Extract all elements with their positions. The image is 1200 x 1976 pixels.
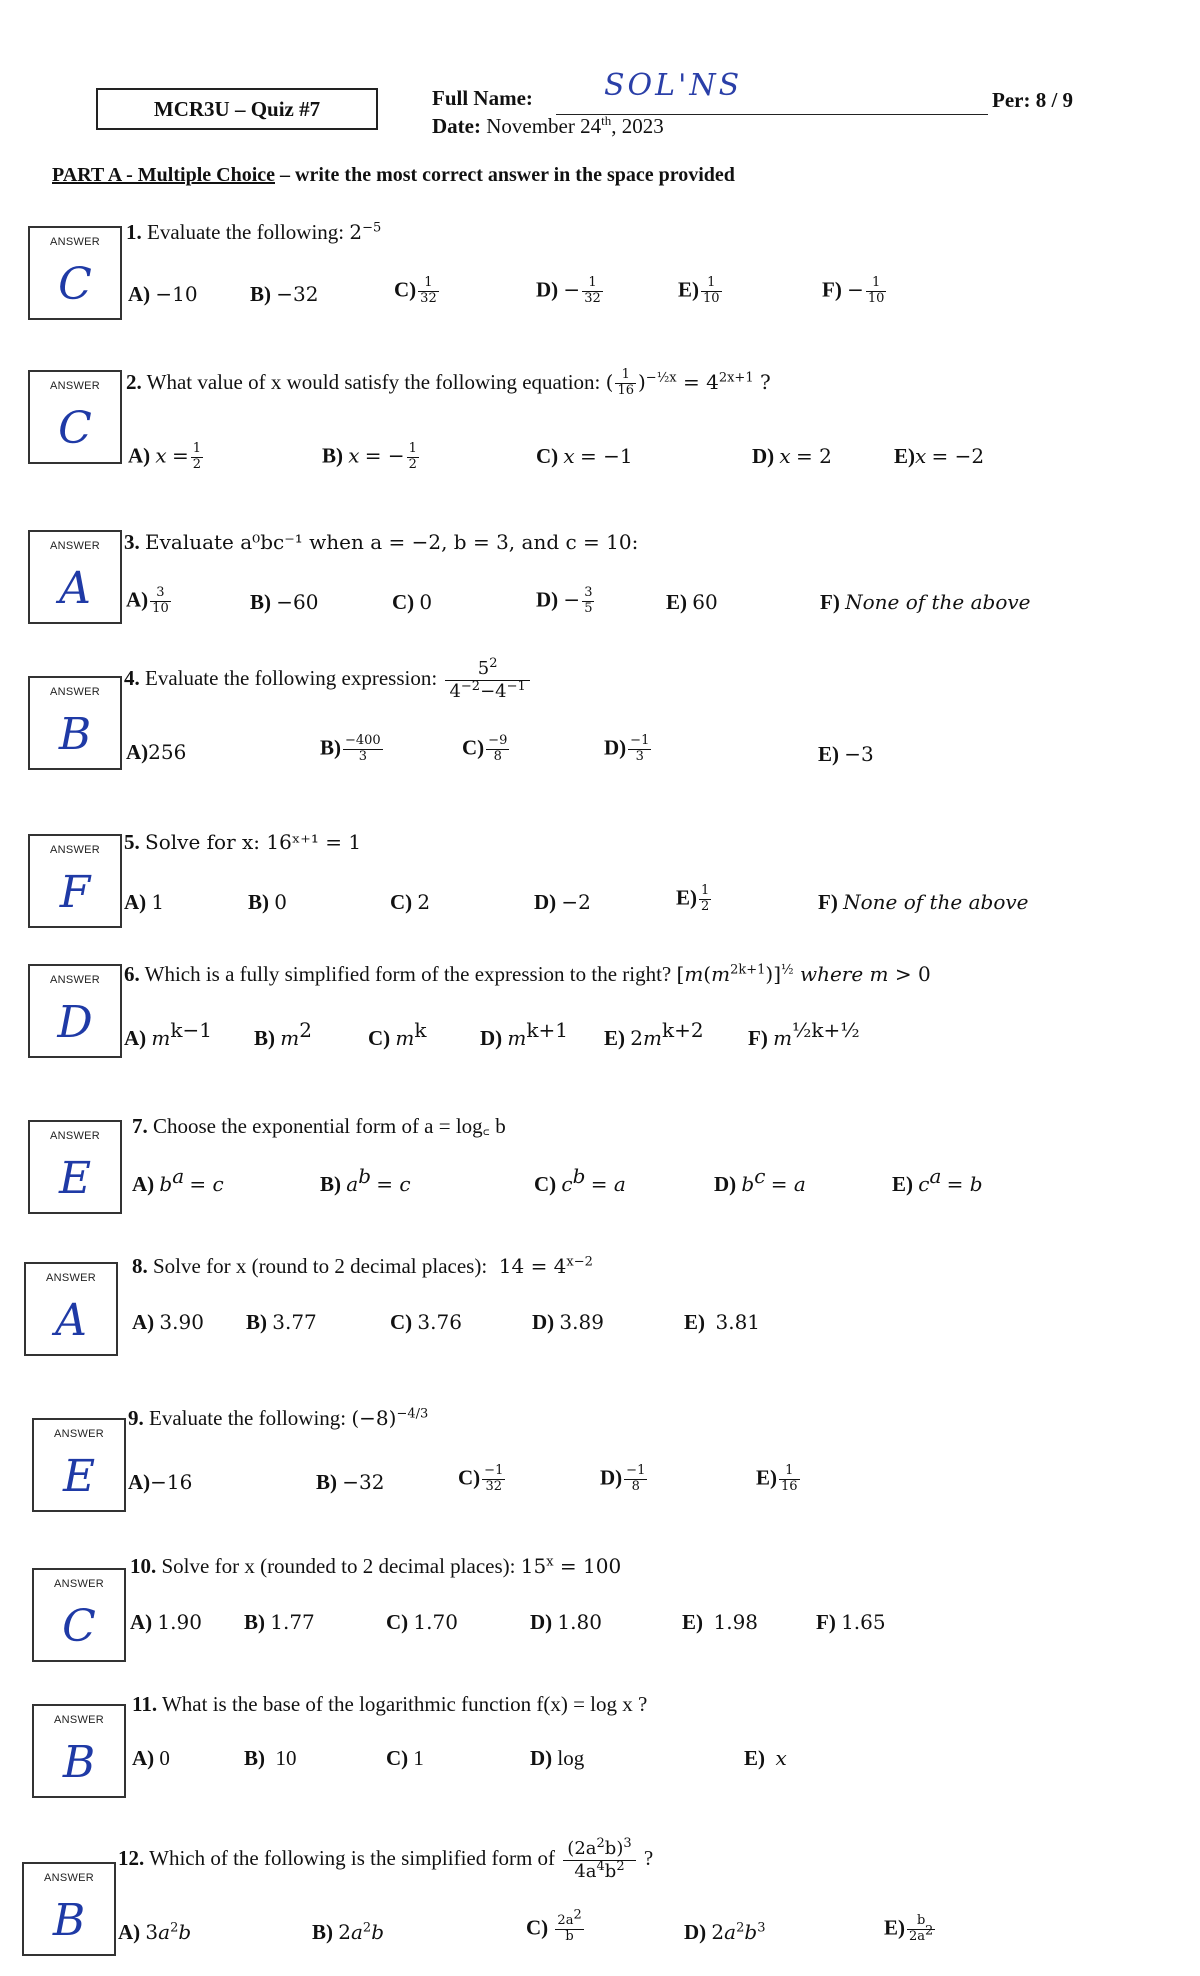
q2-option-d[interactable]: D) x = 2 (752, 444, 832, 468)
answer-value-q8: A (55, 1295, 87, 1346)
q8-option-b[interactable]: B) 3.77 (246, 1310, 317, 1334)
question-4 (124, 658, 533, 702)
q6-option-f[interactable]: F) $m^{\frac{1}{2}k+\frac{1}{2}}$ (748, 1018, 860, 1050)
question-7 (132, 1112, 506, 1140)
quiz-title-box (96, 88, 378, 130)
q3-option-b[interactable]: B) −60 (250, 590, 319, 614)
answer-box-q3[interactable] (28, 530, 122, 624)
answer-box-q10[interactable] (32, 1568, 126, 1662)
q6-option-b[interactable]: B) $m^2$ (254, 1018, 312, 1050)
quiz-title: MCR3U – Quiz #7 (153, 96, 321, 121)
period-row (992, 88, 1073, 113)
question-10 (130, 1554, 621, 1579)
q1-option-f[interactable]: F) − $\frac{1}{10}$ (822, 275, 885, 306)
answer-value-q1: C (58, 259, 92, 310)
q11-option-a[interactable]: A) 0 (132, 1746, 170, 1770)
q8-option-e[interactable]: E) 3.81 (684, 1310, 761, 1334)
q10-option-f[interactable]: F) 1.65 (816, 1610, 886, 1634)
q10-option-a[interactable]: A) 1.90 (130, 1610, 202, 1634)
q9-option-d[interactable]: D) $\frac{-1}{8}$ (600, 1463, 646, 1494)
q3-option-c[interactable]: C) 0 (392, 590, 433, 614)
q7-option-d[interactable]: D) $b^c = a$ (714, 1164, 806, 1196)
answer-value-q2: C (58, 403, 92, 454)
q7-option-e[interactable]: E) $c^a = b$ (892, 1164, 983, 1196)
q12-option-b[interactable]: B) $2a^2b$ (312, 1920, 385, 1944)
question-number: 11. (132, 1692, 158, 1716)
q3-option-e[interactable]: E) 60 (666, 590, 718, 614)
full-name-value[interactable]: SOL'NS (604, 68, 743, 103)
q7-option-b[interactable]: B) $a^b = c$ (320, 1164, 411, 1196)
answer-box-q4[interactable] (28, 676, 122, 770)
q5-option-d[interactable]: D) −2 (534, 890, 591, 914)
q1-option-a[interactable]: A) −10 (128, 282, 198, 306)
question-prompt: Solve for x: 16ˣ⁺¹ = 1 (145, 830, 362, 854)
answer-value-q6: D (57, 997, 93, 1048)
period-value: 8 / 9 (1035, 88, 1074, 112)
question-prompt: What is the base of the logarithmic function f(x) = log x ? (161, 1692, 648, 1716)
q5-option-e[interactable]: E) $\frac{1}{2}$ (676, 883, 710, 914)
answer-label: ANSWER (49, 540, 101, 552)
q5-option-f[interactable]: F) None of the above (818, 890, 1029, 914)
question-number: 1. (126, 220, 142, 244)
q5-option-c[interactable]: C) 2 (390, 890, 431, 914)
q12-option-a[interactable]: A) $3a^2b$ (118, 1920, 192, 1944)
question-9 (128, 1406, 428, 1431)
q4-option-d[interactable]: D) $\frac{-1}{3}$ (604, 733, 650, 764)
question-1 (126, 220, 381, 245)
q2-option-c[interactable]: C) x = −1 (536, 444, 633, 468)
q8-option-c[interactable]: C) 3.76 (390, 1310, 462, 1334)
answer-label: ANSWER (49, 686, 101, 698)
answer-label: ANSWER (49, 380, 101, 392)
question-10-expression: $15^x = 100$ (520, 1554, 622, 1578)
q3-option-d[interactable]: D) − $\frac{3}{5}$ (536, 585, 593, 616)
q8-option-d[interactable]: D) 3.89 (532, 1310, 604, 1334)
answer-box-q9[interactable] (32, 1418, 126, 1512)
answer-label: ANSWER (49, 236, 101, 248)
q11-option-d[interactable]: D) log (530, 1746, 585, 1770)
q6-option-a[interactable]: A) $m^{k-1}$ (124, 1018, 212, 1050)
period-label: Per: (992, 88, 1031, 112)
q11-option-e[interactable]: E) x (744, 1746, 787, 1770)
date-row (432, 114, 664, 139)
part-a-title: PART A - Multiple Choice (52, 164, 275, 186)
q1-option-e[interactable]: E) $\frac{1}{10}$ (678, 275, 720, 306)
answer-box-q8[interactable] (24, 1262, 118, 1356)
answer-value-q7: E (58, 1153, 92, 1204)
q12-option-d[interactable]: D) $2a^2b^3$ (684, 1920, 766, 1944)
q9-option-c[interactable]: C) $\frac{-1}{32}$ (458, 1463, 504, 1494)
question-prompt: Evaluate the following: (147, 220, 345, 244)
question-4-expression: $\frac{5^2}{4^{-2}-4^{-1}}$ (445, 658, 529, 702)
question-number: 12. (118, 1845, 145, 1870)
q5-option-b[interactable]: B) 0 (248, 890, 287, 914)
question-2 (126, 368, 771, 399)
answer-box-q7[interactable] (28, 1120, 122, 1214)
q9-option-e[interactable]: E) $\frac{1}{16}$ (756, 1463, 798, 1494)
q3-option-f[interactable]: F) None of the above (820, 590, 1031, 614)
question-9-expression: $(-8)^{-4/3}$ (351, 1406, 429, 1430)
question-12-expression: $\frac{(2a^2b)^3}{4a^4b^2}$ (563, 1838, 635, 1882)
answer-value-q3: A (59, 563, 91, 614)
question-6 (124, 962, 931, 987)
question-prompt: Evaluate a⁰bc⁻¹ when a = −2, b = 3, and c = 10: (145, 530, 639, 554)
question-prompt: Which is a fully simplified form of the expression to the right? (144, 962, 672, 986)
q5-option-a[interactable]: A) 1 (124, 890, 165, 914)
question-5 (124, 830, 361, 855)
q4-option-c[interactable]: C) $\frac{-9}{8}$ (462, 733, 508, 764)
question-prompt: Solve for x (rounded to 2 decimal places): (161, 1554, 516, 1578)
q9-option-a[interactable]: A)−16 (128, 1470, 193, 1494)
question-number: 7. (132, 1114, 148, 1138)
question-prompt: Evaluate the following: (149, 1406, 347, 1430)
q2-option-e[interactable]: E)x = −2 (894, 444, 985, 468)
q11-option-c[interactable]: C) 1 (386, 1746, 424, 1770)
answer-box-q5[interactable] (28, 834, 122, 928)
question-prompt: What value of x would satisfy the following equation: (146, 369, 601, 394)
date-label: Date: (432, 114, 481, 138)
q12-option-c[interactable]: C) $\frac{2a^2}{b}$ (526, 1907, 582, 1944)
q9-option-b[interactable]: B) −32 (316, 1470, 385, 1494)
answer-value-q9: E (62, 1451, 96, 1502)
answer-label: ANSWER (43, 1872, 95, 1884)
question-number: 8. (132, 1254, 148, 1278)
part-a-heading (52, 164, 735, 187)
q1-option-b[interactable]: B) −32 (250, 282, 319, 306)
question-3 (124, 530, 638, 555)
answer-label: ANSWER (49, 1130, 101, 1142)
question-11 (132, 1692, 647, 1717)
part-a-instructions: – write the most correct answer in the space provided (280, 164, 735, 186)
q7-option-c[interactable]: C) $c^b = a$ (534, 1164, 626, 1196)
question-prompt: Choose the exponential form of a = log꜀ b (153, 1114, 506, 1138)
question-8 (132, 1254, 593, 1279)
answer-value-q10: C (62, 1601, 96, 1652)
answer-label: ANSWER (53, 1578, 105, 1590)
question-prompt: Which of the following is the simplified form of (149, 1845, 556, 1870)
q8-option-a[interactable]: A) 3.90 (132, 1310, 204, 1334)
q6-option-e[interactable]: E) $2m^{k+2}$ (604, 1018, 704, 1050)
answer-label: ANSWER (49, 844, 101, 856)
question-1-expression: $2^{-5}$ (349, 220, 382, 244)
q1-option-d[interactable]: D) − $\frac{1}{32}$ (536, 275, 601, 306)
question-number: 5. (124, 830, 140, 854)
q7-option-a[interactable]: A) $b^a = c$ (132, 1164, 224, 1196)
question-number: 3. (124, 530, 140, 554)
answer-box-q1[interactable] (28, 226, 122, 320)
question-prompt: Solve for x (round to 2 decimal places): (153, 1254, 488, 1278)
question-number: 9. (128, 1406, 144, 1430)
question-number: 4. (124, 665, 140, 690)
answer-label: ANSWER (45, 1272, 97, 1284)
q4-option-e[interactable]: E) −3 (818, 742, 874, 766)
answer-box-q2[interactable] (28, 370, 122, 464)
q4-option-a[interactable]: A)256 (126, 740, 187, 764)
answer-label: ANSWER (53, 1714, 105, 1726)
q2-option-a[interactable]: A) x = $\frac{1}{2}$ (128, 441, 201, 472)
q2-option-b[interactable]: B) x = − $\frac{1}{2}$ (322, 441, 417, 472)
answer-label: ANSWER (49, 974, 101, 986)
answer-value-q11: B (62, 1737, 96, 1788)
q10-option-e[interactable]: E) 1.98 (682, 1610, 759, 1634)
q1-option-c[interactable]: C) $\frac{1}{32}$ (394, 275, 437, 306)
q12-option-e[interactable]: E) $\frac{b}{2a^2}$ (884, 1913, 934, 1944)
answer-label: ANSWER (53, 1428, 105, 1440)
question-number: 10. (130, 1554, 157, 1578)
q10-option-d[interactable]: D) 1.80 (530, 1610, 602, 1634)
q6-option-c[interactable]: C) $m^k$ (368, 1018, 427, 1050)
question-number: 6. (124, 962, 140, 986)
q10-option-c[interactable]: C) 1.70 (386, 1610, 458, 1634)
answer-box-q12[interactable] (22, 1862, 116, 1956)
q10-option-b[interactable]: B) 1.77 (244, 1610, 315, 1634)
q6-option-d[interactable]: D) $m^{k+1}$ (480, 1018, 568, 1050)
question-12: 12. Which of the following is the simplified form of $\frac{(2a^2b)^3}{4a^4b^2}$ ? (118, 1836, 654, 1882)
full-name-label: Full Name: (432, 86, 533, 110)
full-name-label-row (432, 86, 533, 111)
answer-value-q4: B (58, 709, 92, 760)
question-2-expression: ( $\frac{1}{16}$ )$^{-\frac{1}{2}x} = 4^{2x+1}$ ? (605, 367, 771, 398)
question-8-expression: $14 = 4^{x-2}$ (492, 1254, 593, 1278)
q4-option-b[interactable]: B) $\frac{-400}{3}$ (320, 733, 381, 764)
question-prompt: Evaluate the following expression: (145, 665, 438, 690)
question-6-expression: $[m(m^{2k+1})]^{\frac{1}{2}}$ where m > 0 (676, 962, 931, 986)
answer-value-q12: B (52, 1895, 86, 1946)
answer-box-q6[interactable] (28, 964, 122, 1058)
question-number: 2. (126, 369, 142, 394)
answer-box-q11[interactable] (32, 1704, 126, 1798)
q11-option-b[interactable]: B) 10 (244, 1746, 297, 1770)
q3-option-a[interactable]: A) $\frac{3}{10}$ (126, 585, 169, 616)
date-value: November 24th, 2023 (486, 113, 664, 138)
answer-value-q5: F (59, 867, 91, 918)
